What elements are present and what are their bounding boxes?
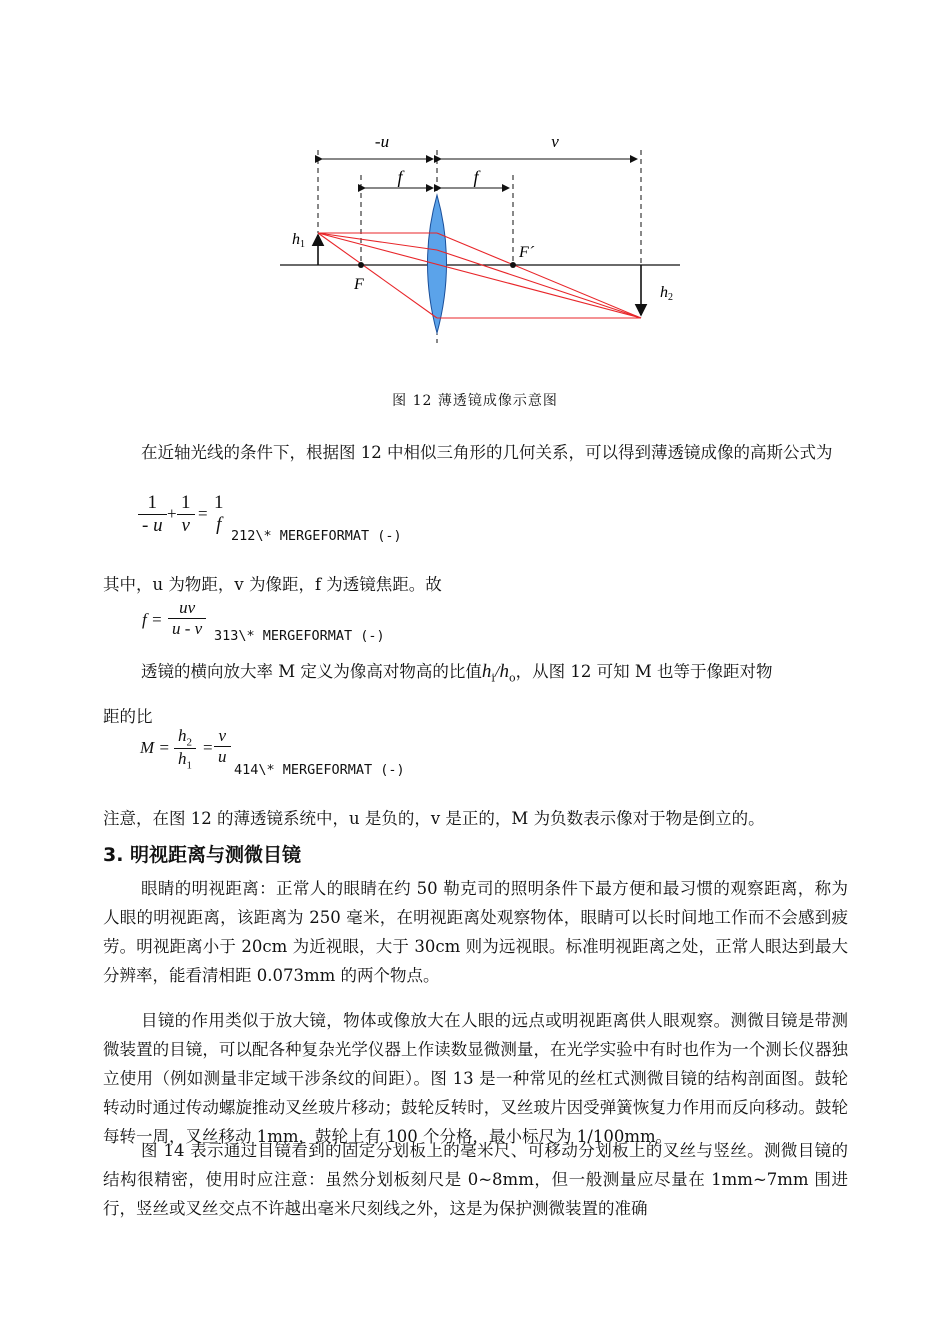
para3-ratio-h2: h xyxy=(499,661,510,682)
light-rays xyxy=(318,233,641,318)
eq1-frac2 xyxy=(177,492,195,537)
label-neg-u: -u xyxy=(374,132,390,151)
ray-center xyxy=(318,233,641,318)
label-h2 xyxy=(660,284,673,303)
paragraph-sign-note: 注意，在图 12 的薄透镜系统中，u 是负的，v 是正的，M 为负数表示像对于物是倒立的。 xyxy=(103,809,765,828)
focal-point-F-prime xyxy=(510,262,516,268)
eq3-num2: v xyxy=(218,726,227,745)
eq2-lhs: f = xyxy=(142,610,163,629)
label-F: F xyxy=(354,276,364,293)
paragraph-gauss-intro: 在近轴光线的条件下，根据图 12 中相似三角形的几何关系，可以得到薄透镜成像的高斯公式为 xyxy=(141,443,833,462)
eq3-equals: = xyxy=(203,738,213,757)
eq1-num3: 1 xyxy=(214,492,224,513)
eq2-frac xyxy=(168,598,206,639)
para3-ratio-sub-i: i xyxy=(491,671,495,685)
eq1-tag: 212\* MERGEFORMAT (-) xyxy=(231,528,402,544)
eq1-equals: = xyxy=(198,504,208,523)
eq3-den1 xyxy=(174,748,196,771)
ray-extra-in xyxy=(318,233,437,250)
label-f-right: f xyxy=(473,167,479,187)
paragraph-figure14: 图 14 表示通过目镜看到的固定分划板上的毫米尺、可移动分划板上的叉丝与竖丝。测微目镜的结构很精密，使用时应注意：虽然分划板刻尺是 0~8mm，但一般测量应尽量在 1mm~7mm 围进行，竖丝或叉丝交点不许越出毫米尺刻线之外，这是为保护测微装置的准确 xyxy=(103,1141,848,1218)
eq1-den1: - u xyxy=(138,514,167,537)
eq2-num: uv xyxy=(179,598,196,617)
focal-point-F xyxy=(358,262,364,268)
label-F-prime: F´ xyxy=(519,244,535,261)
eq3-num1-h: h xyxy=(178,726,187,745)
eq3-frac2 xyxy=(214,726,231,767)
para3-text-a: 透镜的横向放大率 M 定义为像高对物高的比值 xyxy=(141,662,482,681)
eq2-tag: 313\* MERGEFORMAT (-) xyxy=(214,628,385,644)
label-h2-main: h xyxy=(660,284,668,301)
paragraph-magnification-cont: 距的比 xyxy=(103,707,153,726)
paragraph-magnification xyxy=(141,658,773,684)
para3-ratio-sub-o: o xyxy=(509,671,516,685)
section-heading: 3. 明视距离与测微目镜 xyxy=(103,844,302,866)
eq3-den1-h: h xyxy=(178,749,187,769)
eq1-den3: f xyxy=(216,514,222,535)
label-h2-sub: 2 xyxy=(668,292,673,303)
eq3-frac1 xyxy=(174,726,196,772)
label-h1 xyxy=(292,231,305,250)
figure-caption: 图 12 薄透镜成像示意图 xyxy=(392,393,558,409)
label-h1-sub: 1 xyxy=(300,239,305,250)
eq1-frac1 xyxy=(138,492,167,537)
label-v: v xyxy=(551,132,559,151)
eq1-plus: + xyxy=(167,504,177,523)
eq1-frac3 xyxy=(210,492,228,536)
para3-ratio-slash: / xyxy=(494,662,500,681)
eq3-den2: u xyxy=(214,746,231,767)
paragraph-reading-distance: 眼睛的明视距离：正常人的眼睛在约 50 勒克司的照明条件下最方便和最习惯的观察距离，称为人眼的明视距离，该距离为 250 毫米，在明视距离处观察物体，眼睛可以长时间地工作而不会感到疲劳。明视距离小于 20cm 为近视眼，大于 30cm 则为远视眼。标准明视距离之处，正常人眼达到最大分辨率，能看清相距 0.073mm 的两个物点。 xyxy=(103,879,848,985)
label-f-left: f xyxy=(397,167,403,187)
eq3-den1-sub: 1 xyxy=(186,759,192,772)
eq1-den2: v xyxy=(177,514,195,537)
eq3-lhs: M = xyxy=(140,738,170,757)
para3-ratio-h: h xyxy=(481,661,492,682)
eq2-den: u - v xyxy=(168,618,206,639)
eq3-tag: 414\* MERGEFORMAT (-) xyxy=(234,762,405,778)
eq1-num1: 1 xyxy=(147,492,158,513)
ray-focal-in xyxy=(318,233,437,318)
eq3-num1 xyxy=(174,726,196,748)
para3-text-b: ，从图 12 可知 M 也等于像距对物 xyxy=(515,662,773,681)
paragraph-definitions: 其中，u 为物距，v 为像距，f 为透镜焦距。故 xyxy=(103,575,442,594)
label-h1-main: h xyxy=(292,231,300,248)
eq3-num1-sub: 2 xyxy=(186,736,192,749)
ray-extra xyxy=(437,250,641,318)
thin-lens-diagram xyxy=(270,125,690,350)
eq1-num2: 1 xyxy=(181,492,191,513)
paragraph-micrometer-eyepiece: 目镜的作用类似于放大镜，物体或像放大在人眼的远点或明视距离供人眼观察。测微目镜是带测微装置的目镜，可以配各种复杂光学仪器上作读数显微测量，在光学实验中有时也作为一个测长仪器独立使用（例如测量非定域干涉条纹的间距）。图 13 是一种常见的丝杠式测微目镜的结构剖面图。鼓轮转动时通过传动螺旋推动叉丝玻片移动；鼓轮反转时，叉丝玻片因受弹簧恢复力作用而反向移动。鼓轮每转一周，叉丝移动 1mm，鼓轮上有 100 个分格，最小标尺为 1/100mm。 xyxy=(103,1011,848,1146)
ray-parallel-out xyxy=(437,233,641,318)
